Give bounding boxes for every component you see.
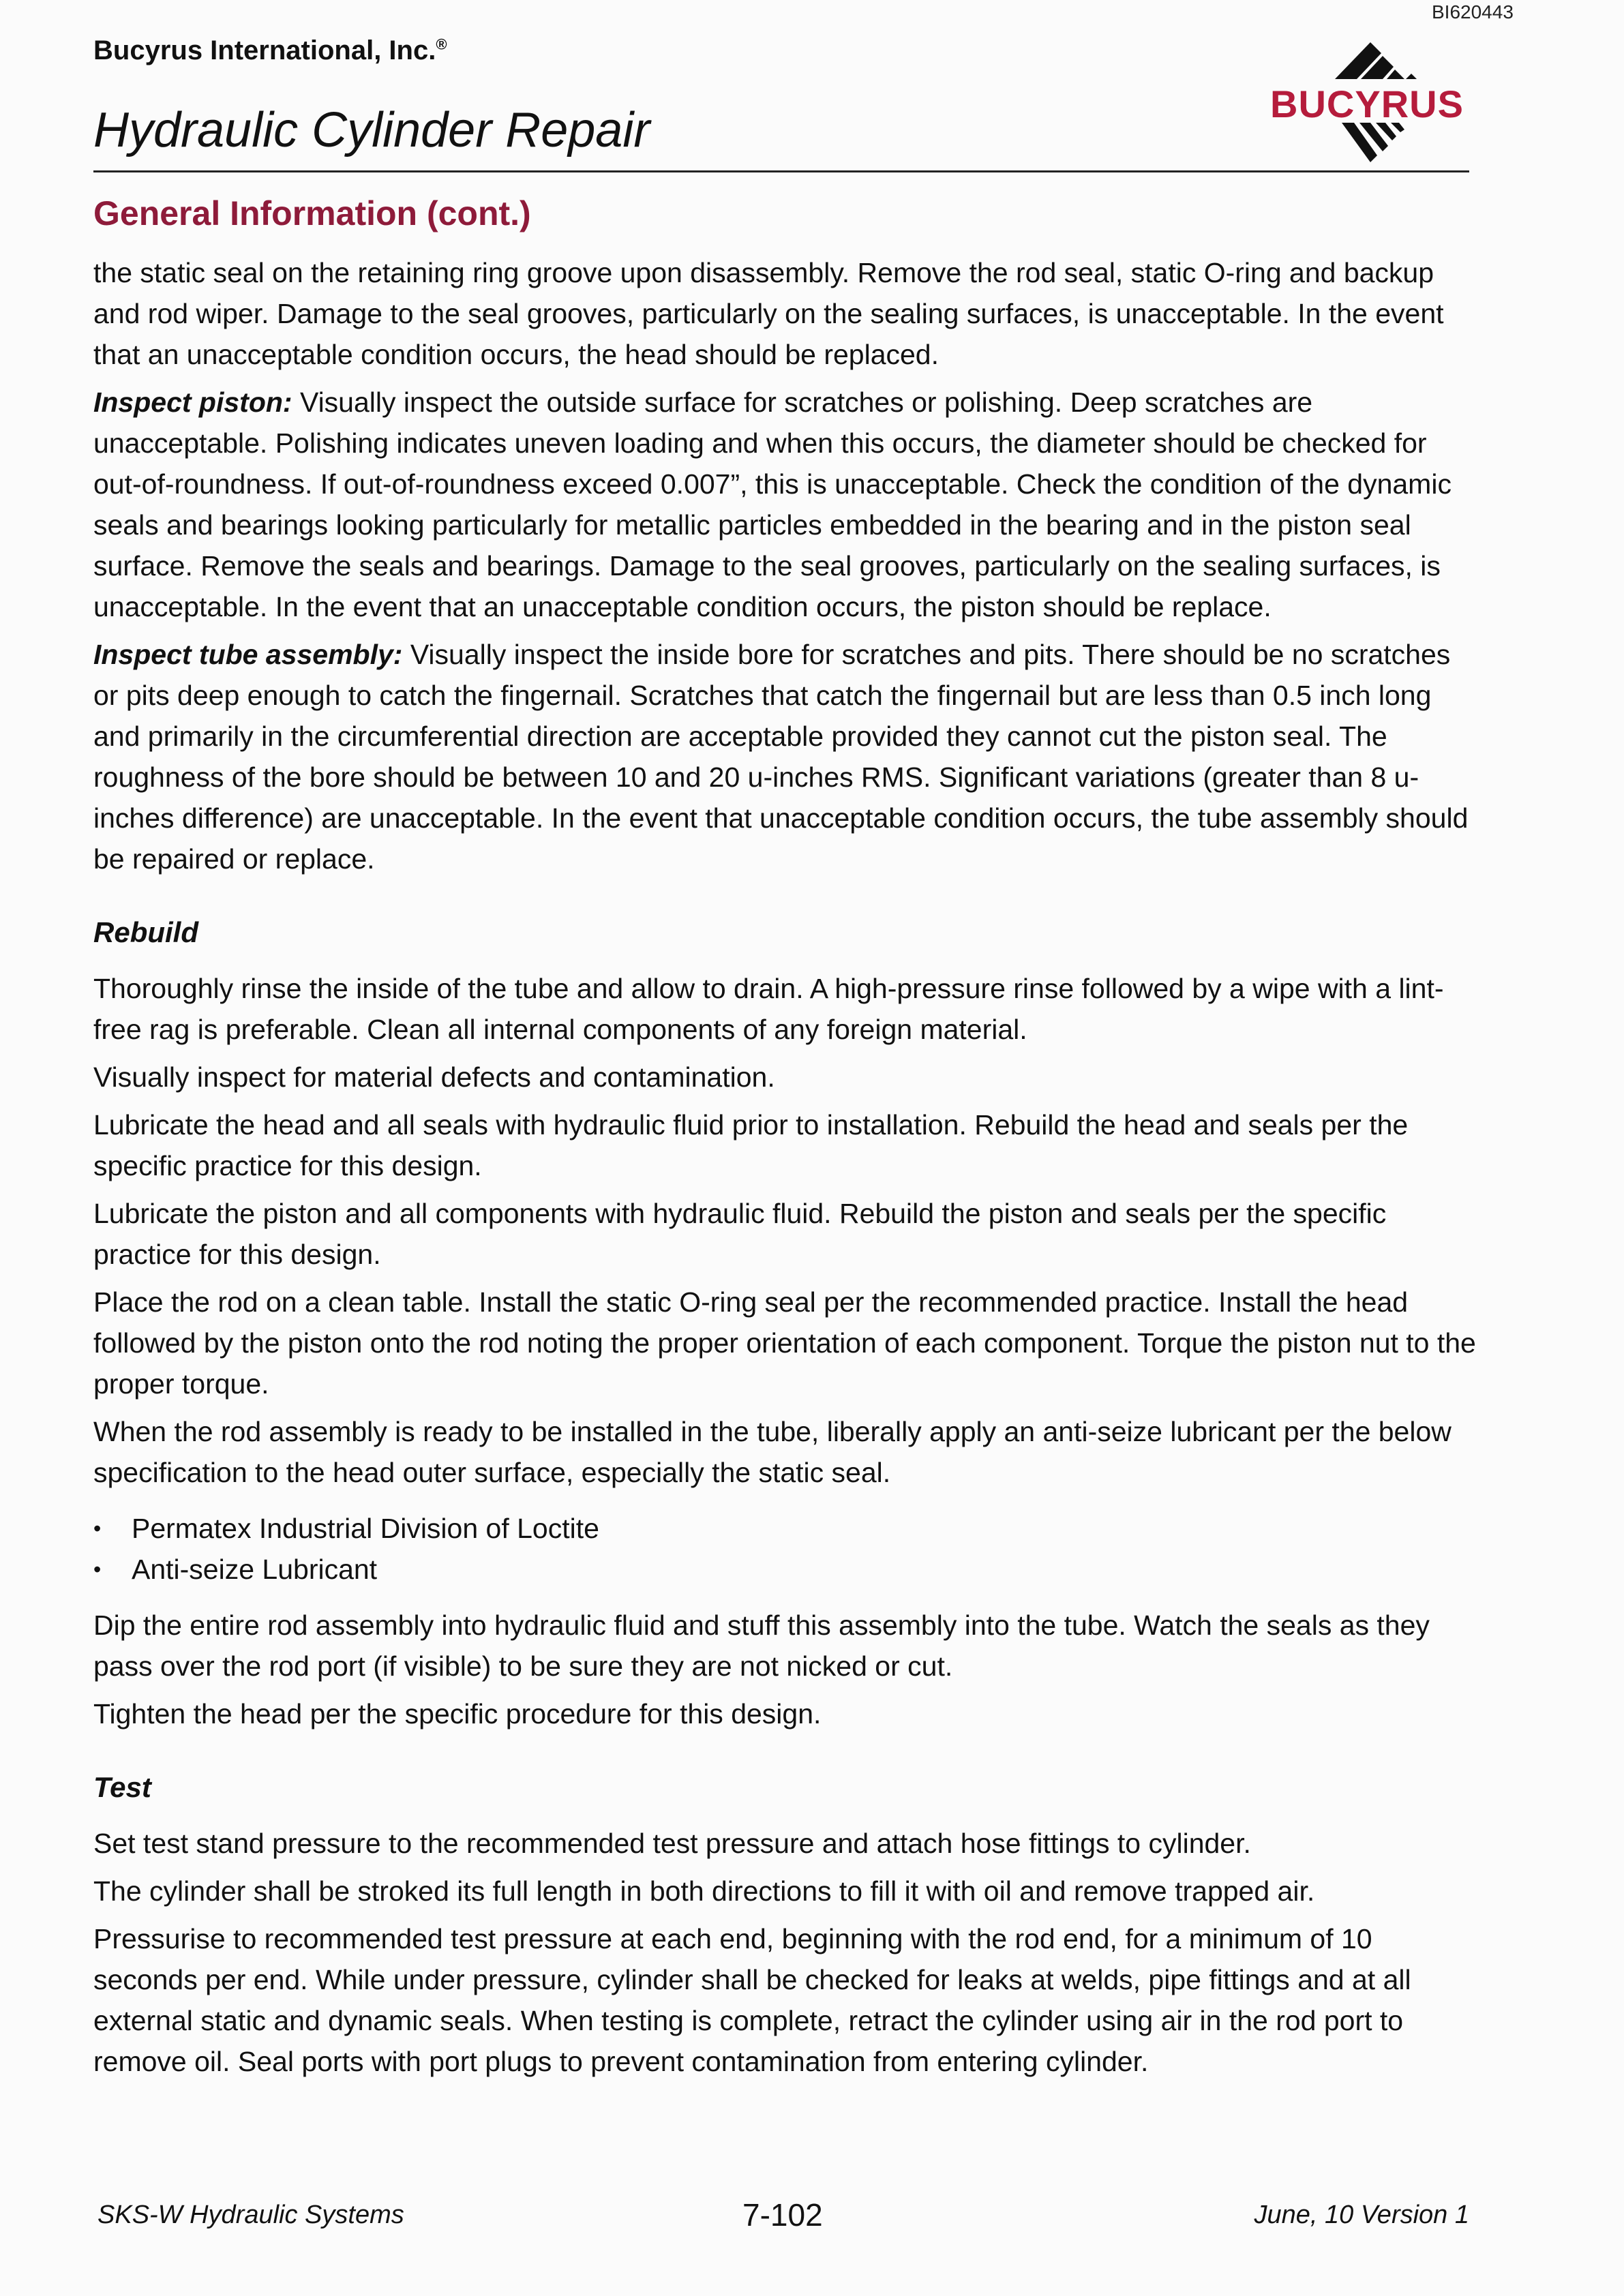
main-content [93,252,1477,2089]
test-paragraph-1: Set test stand pressure to the recommended test pressure and attach hose fittings to cylinder. [93,1828,1251,1859]
test-paragraph-3: Pressurise to recommended test pressure at each end, beginning with the rod end, for a minimum of 10 seconds per end. While under pressure, cylinder shall be checked for leaks at welds, pipe fittings and at all external static and dynamic seals. When testing is complete, retract the cylinder using air in the rod port to remove oil. Seal ports with port plugs to prevent contamination from entering cylinder. [93,1923,1411,2077]
footer-page-number: 7-102 [742,2197,823,2233]
rebuild-paragraph-3: Lubricate the head and all seals with hydraulic fluid prior to installation. Rebuild the head and seals per the specific practice for this design. [93,1109,1409,1181]
test-paragraph-2: The cylinder shall be stroked its full length in both directions to fill it with oil and remove trapped air. [93,1875,1315,1907]
company-name [93,35,447,66]
rebuild-heading: Rebuild [93,916,198,948]
rebuild-paragraph-2: Visually inspect for material defects and contamination. [93,1061,775,1093]
footer-version: June, 10 Version 1 [1254,2201,1469,2229]
inspect-piston-label: Inspect piston: [93,387,292,418]
lubricant-spec-list [93,1508,1477,1590]
rebuild-paragraph-4: Lubricate the piston and all components with hydraulic fluid. Rebuild the piston and seals per the specific practice for this design. [93,1198,1387,1270]
header-divider [93,170,1469,172]
section-title: General Information (cont.) [93,194,531,232]
document-title: Hydraulic Cylinder Repair [93,103,650,157]
footer-manual-title: SKS-W Hydraulic Systems [97,2201,404,2229]
bullet-icon: • [93,1516,102,1541]
document-id: BI620443 [1432,1,1514,22]
inspect-tube-text: Visually inspect the inside bore for scratches and pits. There should be no scratches or pits deep enough to catch the fingernail. Scratches that catch the fingernail but are less than 0.5 inch long and primarily in the circumferential direction are acceptable provided they cannot cut the piston seal. The roughness of the bore should be between 10 and 20 u-inches RMS. Significant variations (greater than 8 u-inches difference) are unacceptable. In the event that unacceptable condition occurs, the tube assembly should be repaired or replace. [93,639,1469,875]
list-item-text: Permatex Industrial Division of Loctite [132,1513,599,1544]
list-item [93,1508,1477,1549]
rebuild-paragraph-6: When the rod assembly is ready to be installed in the tube, liberally apply an anti-seize lubricant per the below specification to the head outer surface, especially the static seal. [93,1416,1452,1488]
rebuild-paragraph-5: Place the rod on a clean table. Install the static O-ring seal per the recommended practice. Install the head followed by the piston onto the rod noting the proper orientation of each component. Torque the piston nut to the proper torque. [93,1286,1476,1400]
inspect-piston-paragraph [93,382,1477,627]
registered-mark: ® [436,35,447,53]
bucyrus-logo [1261,35,1473,172]
bullet-icon: • [93,1557,102,1582]
inspect-piston-text: Visually inspect the outside surface for scratches or polishing. Deep scratches are unacceptable. Polishing indicates uneven loading and when this occurs, the diameter should be checked for out-of-roundness. If out-of-roundness exceed 0.007”, this is unacceptable. Check the condition of the dynamic seals and bearings looking particularly for metallic particles embedded in the bearing and in the piston seal surface. Remove the seals and bearings. Damage to the seal grooves, particularly on the sealing surfaces, is unacceptable. In the event that an unacceptable condition occurs, the piston should be replace. [93,387,1452,622]
list-item-text: Anti-seize Lubricant [132,1554,378,1585]
logo-wordmark: BUCYRUS [1270,82,1464,125]
intro-paragraph: the static seal on the retaining ring groove upon disassembly. Remove the rod seal, static O-ring and backup and rod wiper. Damage to the seal grooves, particularly on the sealing surfaces, is unacceptable. In the event that an unacceptable condition occurs, the head should be replaced. [93,257,1444,370]
list-item [93,1549,1477,1590]
company-name-text: Bucyrus International, Inc. [93,35,436,65]
test-heading: Test [93,1771,151,1803]
rebuild-paragraph-7: Dip the entire rod assembly into hydraulic fluid and stuff this assembly into the tube. Watch the seals as they pass over the rod port (if visible) to be sure they are not nicked or cut. [93,1610,1430,1682]
rebuild-paragraph-1: Thoroughly rinse the inside of the tube and allow to drain. A high-pressure rinse followed by a wipe with a lint-free rag is preferable. Clean all internal components of any foreign material. [93,973,1444,1045]
inspect-tube-label: Inspect tube assembly: [93,639,403,670]
rebuild-paragraph-8: Tighten the head per the specific procedure for this design. [93,1698,822,1729]
inspect-tube-paragraph [93,634,1477,879]
